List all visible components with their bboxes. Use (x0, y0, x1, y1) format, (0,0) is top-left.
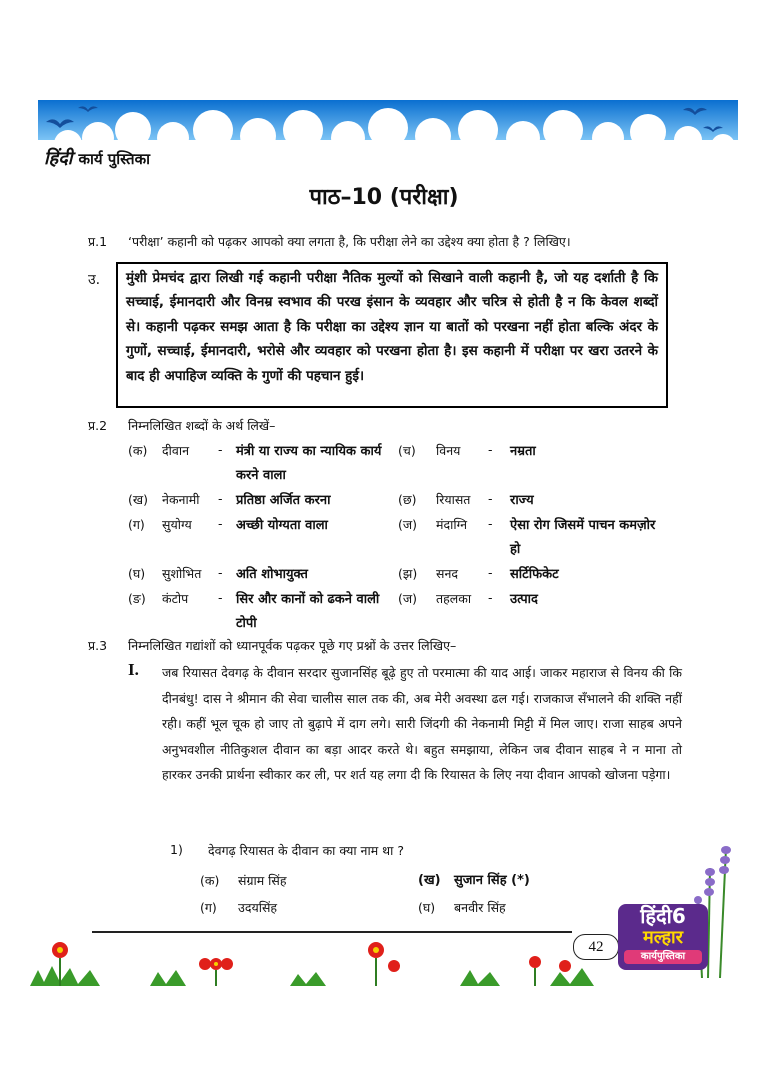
q2-number: प्र.2 (88, 418, 108, 433)
word-label: (ख) (128, 492, 148, 507)
option-text: संग्राम सिंह (238, 873, 287, 888)
word: विनय (436, 443, 461, 458)
word-meaning: अच्छी योग्यता वाला (236, 518, 328, 533)
word: नेकनामी (162, 492, 200, 507)
word-label: (च) (398, 443, 416, 458)
option-text: बनवीर सिंह (454, 900, 506, 915)
option-label: (क) (200, 873, 220, 888)
flower-icons (52, 942, 571, 972)
q3-number: प्र.3 (88, 638, 108, 653)
word-label: (क) (128, 443, 148, 458)
word-meaning: ऐसा रोग जिसमें पाचन कमज़ोर हो (510, 518, 656, 557)
word-dash: - (218, 590, 223, 605)
option-label: (ग) (200, 900, 217, 915)
word-dash: - (488, 565, 493, 580)
brand-text: कार्य पुस्तिका (78, 150, 150, 168)
brand-header (44, 146, 150, 170)
book-logo (618, 904, 708, 970)
word-label: (घ) (128, 566, 146, 581)
sub-question-number: 1) (170, 842, 183, 857)
option-text: उदयसिंह (238, 900, 278, 915)
word-label: (झ) (398, 566, 418, 581)
word-label: (ग) (128, 517, 145, 532)
word: कंटोप (162, 591, 189, 606)
option-text-correct: सुजान सिंह (*) (454, 873, 530, 888)
q1-number: प्र.1 (88, 234, 108, 249)
word-label: (ज) (398, 517, 418, 532)
word-label: (ङ) (128, 591, 146, 606)
word: मंदाग्नि (436, 517, 468, 532)
sub-question-text: देवगढ़ रियासत के दीवान का क्या नाम था ? (208, 843, 404, 858)
word-dash: - (218, 565, 223, 580)
passage-text: जब रियासत देवगढ़ के दीवान सरदार सुजानसिंह बूढ़े हुए तो परमात्मा की याद आई। जाकर महाराज से विनय की कि दीनबंधु! दास ने श्रीमान की सेवा चालीस साल तक की, अब मेरी अवस्था ढल गई। राजकाज सँभालने की शक्ति नहीं रही। कहीं भूल चूक हो जाए तो बुढ़ापे में दाग लगे। सारी जिंदगी की नेकनामी मिट्टी में मिल जाए। राजा साहब अपने अनुभवशील नीतिकुशल दीवान का बड़ा आदर करते थे। बहुत समझाया, लेकिन जब दीवान साहब ने न माना तो हारकर उनकी प्रार्थना स्वीकार कर ली, पर शर्त यह लगा दी कि रियासत के लिए नया दीवान आपको खोजना पड़ेगा। (162, 665, 682, 782)
q3-text: निम्नलिखित गद्यांशों को ध्यानपूर्वक पढ़कर पूछे गए प्रश्नों के उत्तर लिखिए– (128, 638, 457, 653)
word-dash: - (218, 491, 223, 506)
lesson-title: पाठ–10 (परीक्षा) (309, 185, 459, 210)
q2-text: निम्नलिखित शब्दों के अर्थ लिखें– (128, 418, 276, 433)
word-label: (ज) (398, 591, 418, 606)
word: रियासत (436, 492, 471, 507)
word: सुशोभित (162, 566, 202, 581)
option-label: (घ) (418, 900, 436, 915)
word-meaning: सर्टिफिकेट (510, 567, 559, 582)
logo-line2: मल्हार (642, 927, 684, 948)
word-dash: - (218, 516, 223, 531)
word: सनद (436, 566, 459, 581)
word-dash: - (488, 516, 493, 531)
word: दीवान (162, 443, 190, 458)
logo-line3: कार्यपुस्तिका (624, 950, 702, 964)
word-meaning: राज्य (510, 493, 534, 508)
word-dash: - (218, 442, 223, 457)
option-label: (ख) (418, 873, 441, 888)
word-dash: - (488, 590, 493, 605)
word-meaning: मंत्री या राज्य का न्यायिक कार्य करने वाला (236, 444, 382, 483)
word-dash: - (488, 442, 493, 457)
page-number: 42 (573, 934, 619, 960)
word: सुयोग्य (162, 517, 192, 532)
word-meaning: सिर और कानों को ढकने वाली टोपी (236, 592, 380, 631)
brand-hindi: हिंदी (44, 148, 73, 169)
word-dash: - (488, 491, 493, 506)
q1-text: ‘परीक्षा’ कहानी को पढ़कर आपको क्या लगता है, कि परीक्षा लेने का उद्देश्य क्या होता है ? लिखिए। (128, 234, 571, 249)
word-meaning: अति शोभायुक्त (236, 567, 308, 582)
passage-number: I. (128, 660, 139, 679)
word-meaning: प्रतिष्ठा अर्जित करना (236, 493, 331, 508)
word-meaning: नम्रता (510, 444, 536, 459)
logo-line1: हिंदी6 (640, 904, 686, 928)
word: तहलका (436, 591, 472, 606)
q1-answer-box: मुंशी प्रेमचंद द्वारा लिखी गई कहानी परीक्षा नैतिक मुल्यों को सिखाने वाली कहानी है, जो यह दर्शाती है कि सच्चाई, ईमानदारी और विनम्र स्वभाव की परख इंसान के व्यवहार और चरित्र से होती है न कि केवल शब्दों से। कहानी पढ़कर समझ आता है कि परीक्षा का उद्देश्य ज्ञान या बातों को परखना नहीं होता बल्कि अंदर के गुणों, सच्चाई, ईमानदारी, भरोसे और व्यवहार को परखना होता है। इस कहानी में परीक्षा पर खरा उतरने के बाद ही अपाहिज व्यक्ति के गुणों की पहचान हुई। (116, 262, 668, 408)
word-meaning: उत्पाद (510, 592, 538, 607)
q1-answer-label: उ. (88, 272, 101, 288)
word-label: (छ) (398, 492, 417, 507)
flower-border (30, 930, 620, 986)
